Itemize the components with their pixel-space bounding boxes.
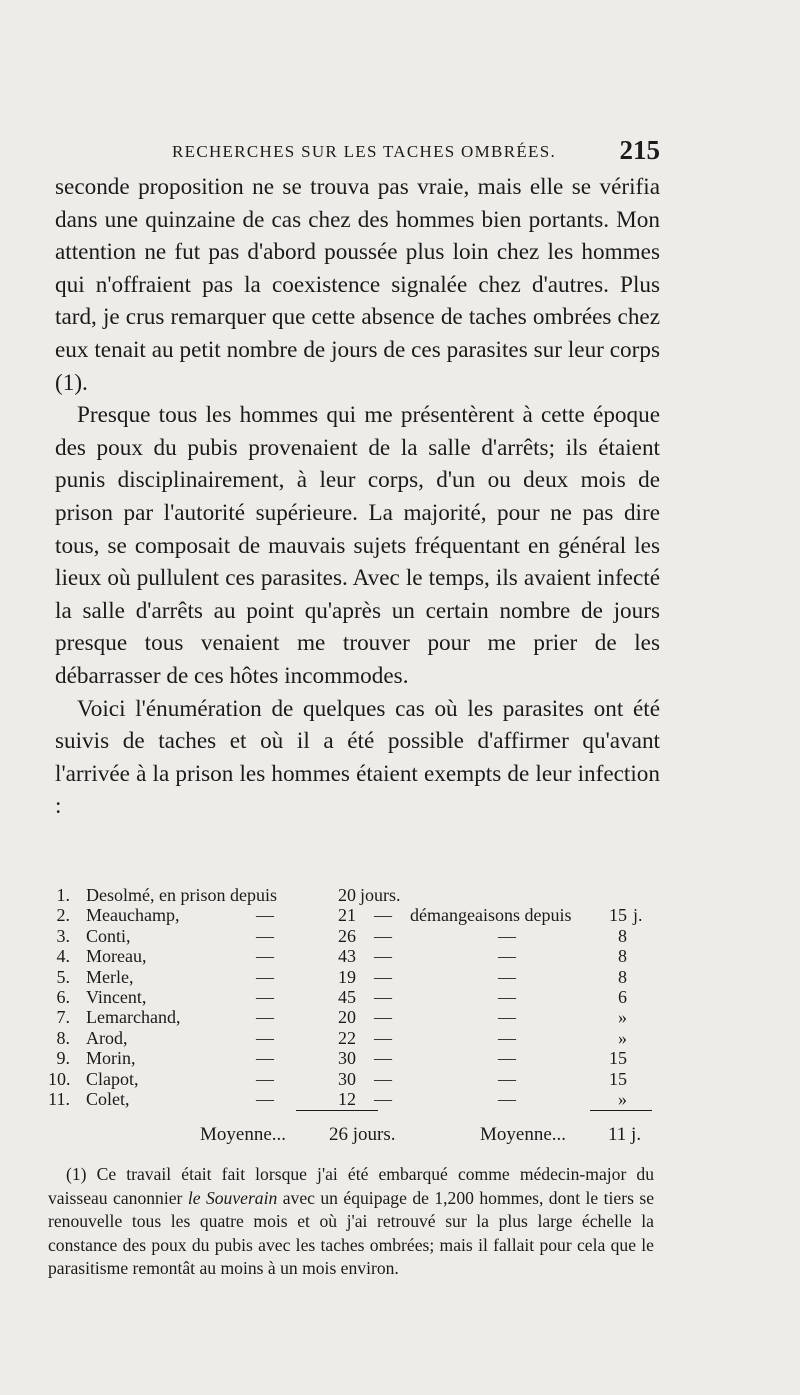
unit-text: j. [633, 905, 643, 926]
ditto-dash: — [374, 1048, 392, 1069]
case-name: Clapot, [86, 1068, 139, 1089]
days-value: 12 [338, 1088, 356, 1109]
ditto-dash: — [498, 1027, 516, 1048]
case-row [48, 1069, 660, 1089]
ditto-dash: — [498, 986, 516, 1007]
days-value: 26 [338, 925, 356, 946]
case-row [48, 967, 660, 987]
average-label: Moyenne... [200, 1124, 287, 1145]
average-value: 11 j. [608, 1124, 642, 1145]
ditto-dash: — [256, 1048, 274, 1069]
average-value: 26 jours. [329, 1124, 396, 1145]
case-number: 3. [56, 925, 70, 946]
case-name: Conti, [86, 925, 131, 946]
case-row [48, 987, 660, 1007]
ditto-dash: — [256, 1027, 274, 1048]
sum-rule [296, 1110, 378, 1111]
ditto-dash: — [374, 905, 392, 926]
days-value: 45 [338, 986, 356, 1007]
body-text [55, 171, 660, 823]
ditto-dash: — [498, 1007, 516, 1028]
days-value: 21 [338, 905, 356, 926]
days-value: 30 [338, 1068, 356, 1089]
ditto-dash: — [256, 1068, 274, 1089]
ditto-dash: — [374, 1027, 392, 1048]
case-number: 6. [56, 986, 70, 1007]
symptom-days: 6 [618, 986, 627, 1007]
symptom-days: » [618, 1088, 627, 1109]
case-number: 4. [56, 946, 70, 967]
paragraph: Voici l'énumération de quelques cas où les parasites ont été suivis de taches et où il a été possible d'affirmer qu'avant l'arrivée à la prison les hommes étaient exempts de leur infection : [55, 695, 660, 820]
ditto-dash: — [256, 966, 274, 987]
ditto-dash: — [374, 1007, 392, 1028]
case-list [48, 885, 660, 1109]
ditto-dash: — [374, 925, 392, 946]
paragraph: Presque tous les hommes qui me présentèrent à cette époque des poux du pubis provenaient de la salle d'arrêts; ils étaient punis disciplinairement, à leur corps, d'un ou deux mois de prison par l'autorité supérieure. La majorité, pour ne pas dire tous, se composait de mauvais sujets fréquentant en général les lieux où pullulent ces parasites. Avec le temps, ils avaient infecté la salle d'arrêts au point qu'après un certain nombre de jours presque tous venaient me trouver pour me prier de les débarrasser de ces hôtes incommodes. [55, 402, 660, 689]
symptom-text: démangeaisons depuis [410, 905, 572, 926]
case-name: Meauchamp, [86, 905, 180, 926]
page-header [150, 136, 690, 166]
case-name: Arod, [86, 1027, 128, 1048]
days-value: 43 [338, 946, 356, 967]
symptom-days: 15 [609, 1068, 627, 1089]
case-row [48, 1028, 660, 1048]
case-number: 1. [56, 885, 70, 905]
symptom-days: » [618, 1027, 627, 1048]
case-row [48, 1089, 660, 1109]
ditto-dash: — [256, 946, 274, 967]
ditto-dash: — [498, 1048, 516, 1069]
symptom-days: 15 [609, 1048, 627, 1069]
page-number: 215 [619, 135, 660, 165]
days-unit: jours. [360, 885, 401, 905]
ditto-dash: — [256, 986, 274, 1007]
case-name: Moreau, [86, 946, 147, 967]
symptom-days: 8 [618, 925, 627, 946]
case-name: Vincent, [86, 986, 147, 1007]
case-row [48, 885, 660, 905]
ditto-dash: — [256, 1088, 274, 1109]
case-number: 9. [56, 1048, 70, 1069]
ditto-dash: — [374, 946, 392, 967]
days-value: 20 [338, 885, 356, 905]
case-row [48, 926, 660, 946]
case-number: 11. [48, 1088, 70, 1109]
footnote [48, 1163, 654, 1281]
days-value: 22 [338, 1027, 356, 1048]
sum-rule [590, 1110, 652, 1111]
case-number: 2. [56, 905, 70, 926]
case-name: Lemarchand, [86, 1007, 181, 1028]
ditto-dash: — [256, 925, 274, 946]
symptom-days: » [618, 1007, 627, 1028]
ditto-dash: — [256, 905, 274, 926]
days-value: 30 [338, 1048, 356, 1069]
case-name: Morin, [86, 1048, 136, 1069]
case-number: 7. [56, 1007, 70, 1028]
case-number: 8. [56, 1027, 70, 1048]
symptom-days: 15 [609, 905, 627, 926]
ditto-dash: — [498, 1068, 516, 1089]
paragraph: seconde proposition ne se trouva pas vraie, mais elle se vérifia dans une quinzaine de cas chez des hommes bien portants. Mon attention ne fut pas d'abord poussée plus loin chez les hommes qui n'offraient pas la coexistence signalée chez d'autres. Plus tard, je crus remarquer que cette absence de taches ombrées chez eux tenait au petit nombre de jours de ces parasites sur leur corps (1). [55, 174, 660, 396]
footnote-marker: (1) [66, 1164, 87, 1184]
running-title: RECHERCHES SUR LES TACHES OMBRÉES. [172, 142, 557, 161]
ditto-dash: — [498, 1088, 516, 1109]
case-row [48, 946, 660, 966]
footnote-text: Ce travail était fait lorsque j'ai été embarqué comme médecin-major du vaisseau canonnier [48, 1164, 654, 1208]
ditto-dash: — [498, 966, 516, 987]
ditto-dash: — [374, 966, 392, 987]
symptom-days: 8 [618, 966, 627, 987]
case-row [48, 1007, 660, 1027]
ditto-dash: — [256, 1007, 274, 1028]
days-value: 20 [338, 1007, 356, 1028]
case-name: Merle, [86, 966, 134, 987]
case-name: Colet, [86, 1088, 130, 1109]
case-number: 10. [48, 1068, 71, 1089]
ditto-dash: — [498, 925, 516, 946]
case-row [48, 1048, 660, 1068]
ditto-dash: — [374, 1088, 392, 1109]
case-name: Desolmé, en prison depuis [86, 885, 277, 905]
ditto-dash: — [374, 1068, 392, 1089]
ditto-dash: — [498, 946, 516, 967]
ship-name: le Souverain [187, 1187, 278, 1208]
symptom-days: 8 [618, 946, 627, 967]
case-row [48, 905, 660, 925]
case-number: 5. [56, 966, 70, 987]
ditto-dash: — [374, 986, 392, 1007]
sum-rules [0, 1110, 800, 1124]
days-value: 19 [338, 966, 356, 987]
average-label: Moyenne... [480, 1124, 567, 1145]
averages-row [48, 1124, 660, 1152]
footnote-text: avec un équipage de 1,200 hommes, dont le tiers se renouvelle tous les quatre mois et où j'ai retrouvé sur la plus large échelle la constance des poux du pubis avec les taches ombrées; mais il fallait pour cela que le parasitisme remontât au moins à un mois environ. [48, 1187, 654, 1278]
